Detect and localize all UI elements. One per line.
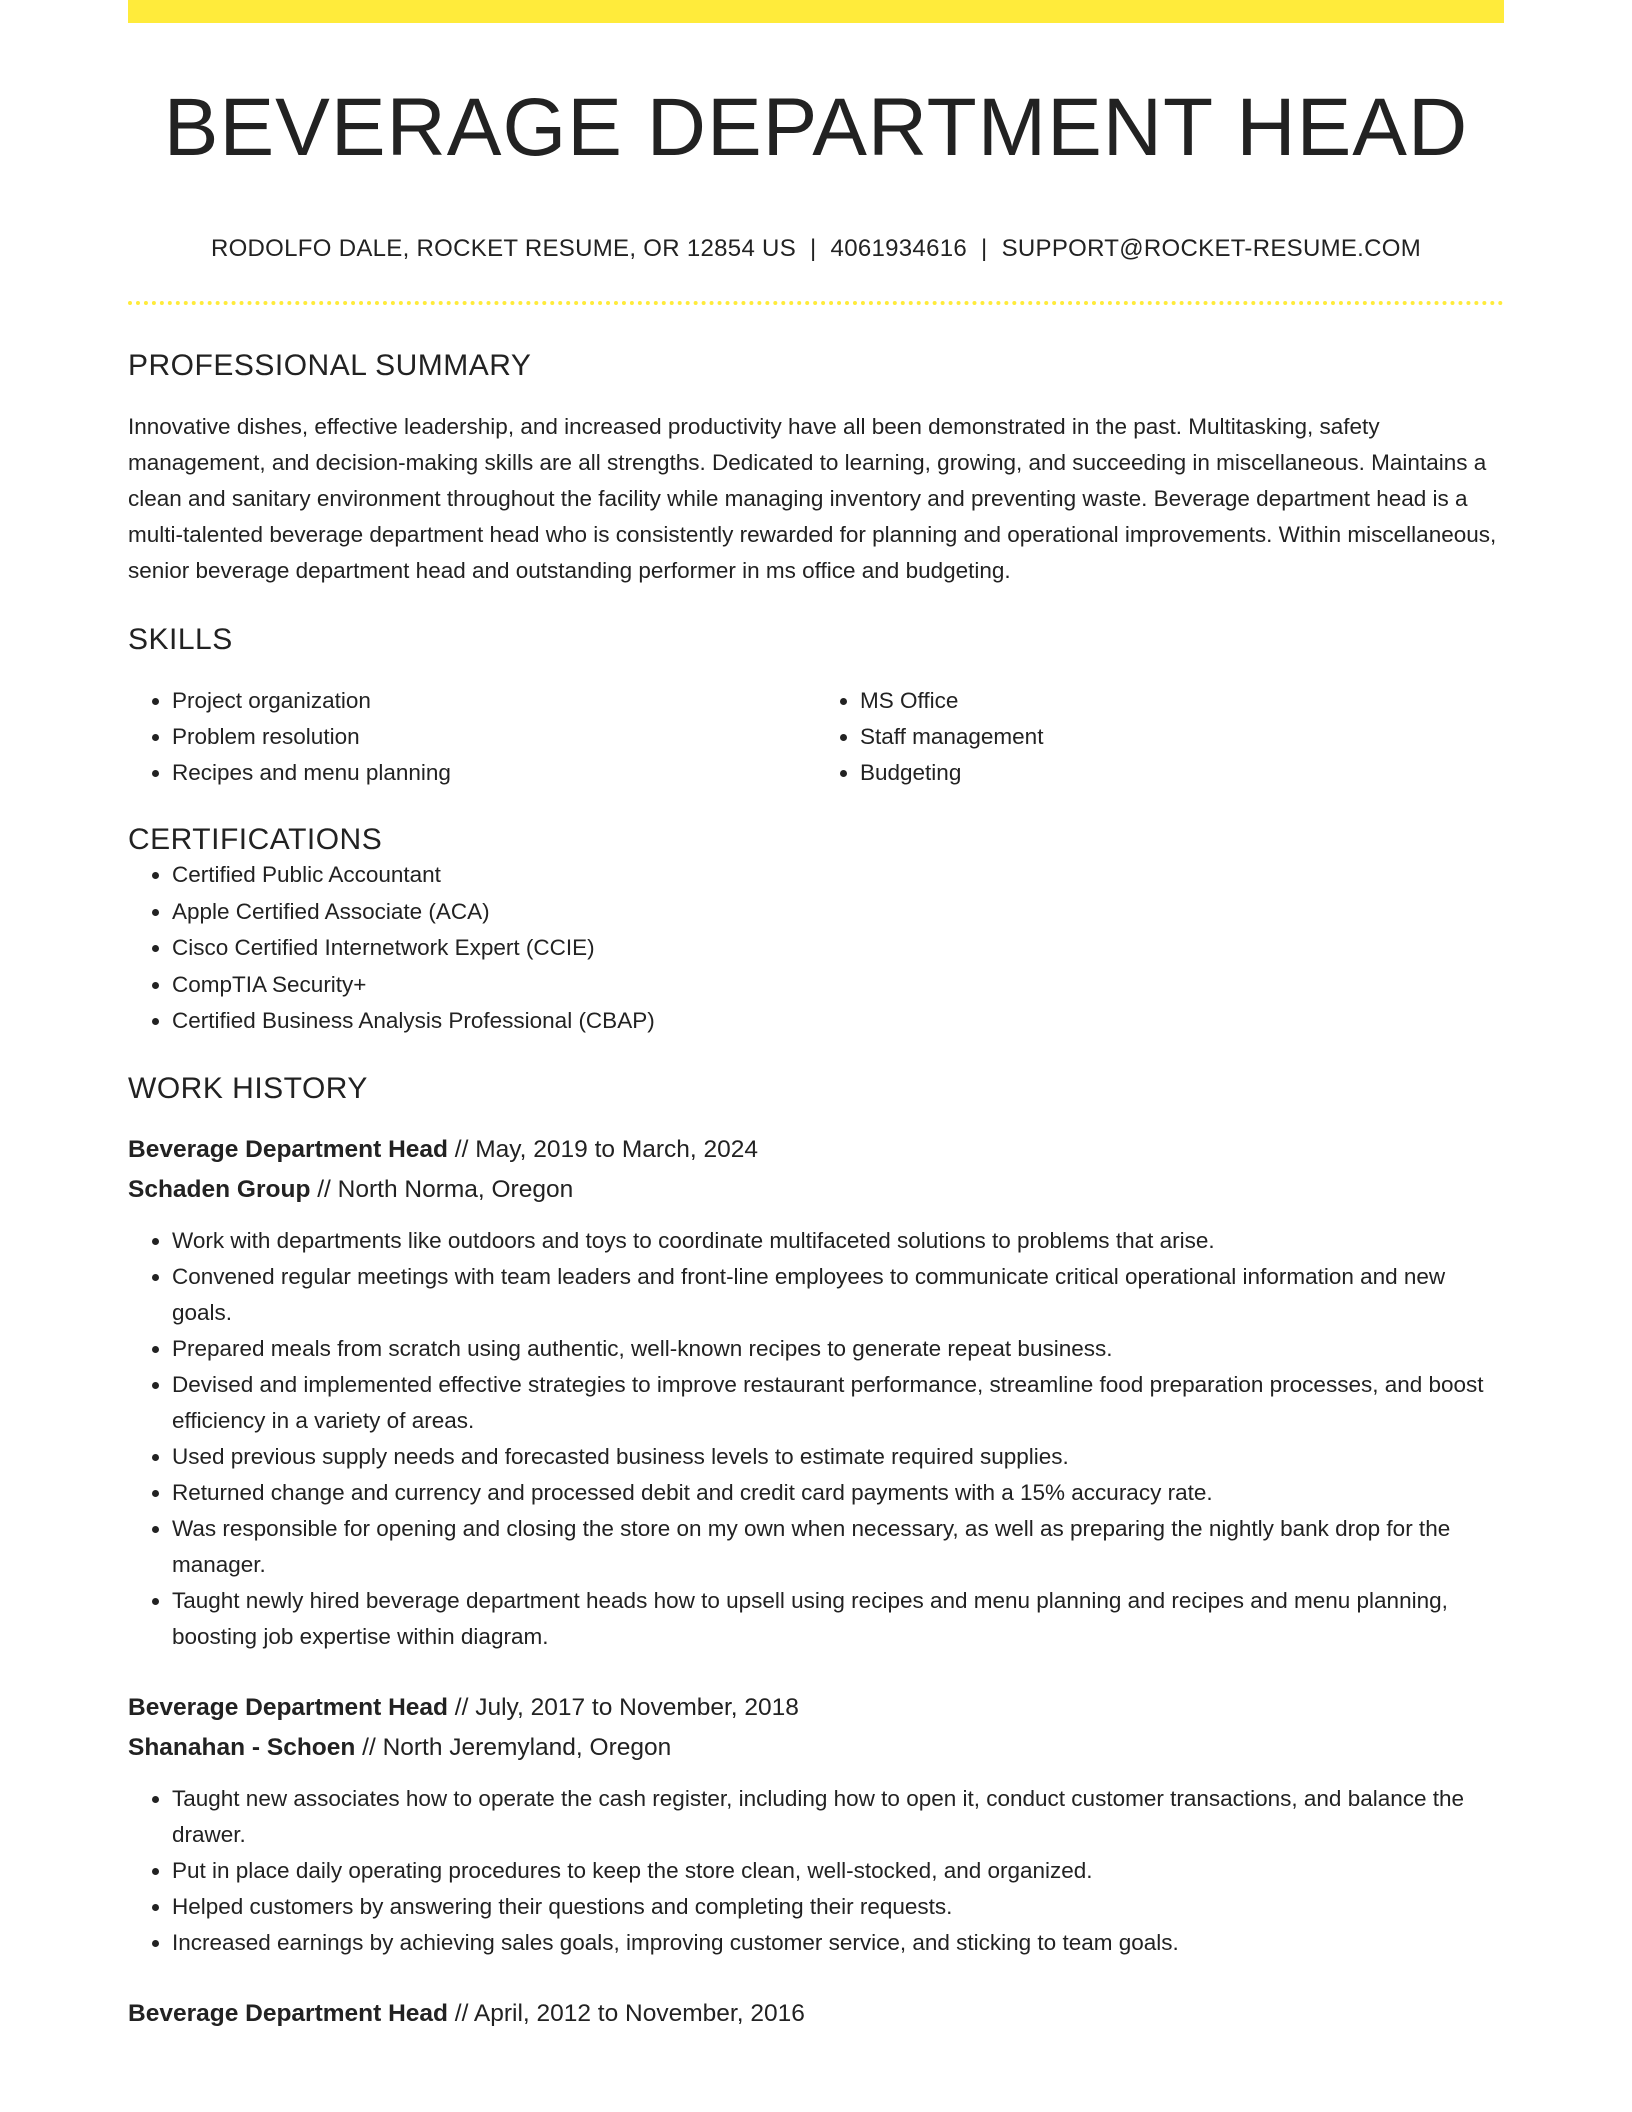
job-entry <box>128 1994 1504 2034</box>
work-history-heading: WORK HISTORY <box>128 1071 368 1105</box>
skills-column-right <box>816 683 1504 791</box>
contact-separator: | <box>981 235 988 263</box>
skill-item: • Problem resolution <box>172 719 816 755</box>
job-title-line <box>128 1688 1504 1728</box>
job-separator: // <box>310 1175 338 1203</box>
job-company-line <box>128 1728 1504 1768</box>
certification-item: • Certified Business Analysis Professional (CBAP) <box>172 1003 1504 1040</box>
skills-heading: SKILLS <box>128 623 233 657</box>
resume-page <box>128 0 1504 2034</box>
job-duty: • Helped customers by answering their questions and completing their requests. <box>172 1889 1504 1925</box>
job-title-line <box>128 1130 1504 1170</box>
certification-item: • Certified Public Accountant <box>172 857 1504 894</box>
skill-item: • Recipes and menu planning <box>172 755 816 791</box>
job-duty: • Increased earnings by achieving sales goals, improving customer service, and sticking to team goals. <box>172 1925 1504 1961</box>
skill-item: • Project organization <box>172 683 816 719</box>
contact-line <box>128 235 1504 263</box>
job-duty: • Prepared meals from scratch using authentic, well-known recipes to generate repeat business. <box>172 1331 1504 1367</box>
contact-address: RODOLFO DALE, ROCKET RESUME, OR 12854 US <box>210 235 796 263</box>
job-dates: July, 2017 to November, 2018 <box>475 1693 799 1721</box>
summary-text: Innovative dishes, effective leadership, and increased productivity have all been demonstrated in the past. Multitasking, safety management, and decision-making skills are all strengths. Dedicated to learning, growing, and succeeding in miscellaneous. Maintains a clean and sanitary environment throughout the facility while managing inventory and preventing waste. Beverage department head is a multi-talented beverage department head who is consistently rewarded for planning and operational improvements. Within miscellaneous, senior beverage department head and outstanding performer in ms office and budgeting. <box>128 414 1497 584</box>
certification-item: • Apple Certified Associate (ACA) <box>172 894 1504 931</box>
job-duty: • Work with departments like outdoors and toys to coordinate multifaceted solutions to problems that arise. <box>172 1223 1504 1259</box>
job-title: Beverage Department Head <box>128 1693 448 1721</box>
contact-phone: 4061934616 <box>830 235 968 263</box>
skill-item: • MS Office <box>860 683 1504 719</box>
job-dates: April, 2012 to November, 2016 <box>473 1999 805 2027</box>
job-duties-list <box>128 1781 1504 1961</box>
job-entry <box>128 1130 1504 1655</box>
job-duty: • Used previous supply needs and forecasted business levels to estimate required supplies. <box>172 1439 1504 1475</box>
job-duty: • Taught new associates how to operate the cash register, including how to open it, conduct customer transactions, and balance the drawer. <box>172 1781 1504 1853</box>
resume-title: BEVERAGE DEPARTMENT HEAD <box>163 82 1469 173</box>
skills-list <box>128 683 1504 791</box>
job-entry <box>128 1688 1504 1961</box>
job-title: Beverage Department Head <box>128 1999 448 2027</box>
job-company: Schaden Group <box>128 1175 311 1203</box>
certification-item: • Cisco Certified Internetwork Expert (CCIE) <box>172 930 1504 967</box>
job-separator: // <box>447 1693 476 1721</box>
accent-top-bar <box>128 0 1504 23</box>
job-duty: • Was responsible for opening and closing the store on my own when necessary, as well as preparing the nightly bank drop for the manager. <box>172 1511 1504 1583</box>
certifications-list <box>128 857 1504 1040</box>
job-company-line <box>128 1170 1504 1210</box>
dotted-divider <box>128 301 1504 305</box>
skills-column-left <box>128 683 816 791</box>
job-location: North Norma, Oregon <box>337 1175 574 1203</box>
job-separator: // <box>447 1135 476 1163</box>
job-dates: May, 2019 to March, 2024 <box>475 1135 759 1163</box>
job-company: Shanahan - Schoen <box>128 1733 356 1761</box>
job-duty: • Devised and implemented effective strategies to improve restaurant performance, streamline food preparation processes, and boost efficiency in a variety of areas. <box>172 1367 1504 1439</box>
job-duties-list <box>128 1223 1504 1655</box>
job-title: Beverage Department Head <box>128 1135 448 1163</box>
job-duty: • Put in place daily operating procedures to keep the store clean, well-stocked, and organized. <box>172 1853 1504 1889</box>
skill-item: • Staff management <box>860 719 1504 755</box>
certifications-heading: CERTIFICATIONS <box>128 823 383 857</box>
job-duty: • Taught newly hired beverage department heads how to upsell using recipes and menu planning and recipes and menu planning, boosting job expertise within diagram. <box>172 1583 1504 1655</box>
job-duty: • Returned change and currency and processed debit and credit card payments with a 15% accuracy rate. <box>172 1475 1504 1511</box>
contact-email: SUPPORT@ROCKET-RESUME.COM <box>1001 235 1422 263</box>
job-title-line <box>128 1994 1504 2034</box>
skill-item: • Budgeting <box>860 755 1504 791</box>
job-separator: // <box>355 1733 383 1761</box>
contact-separator: | <box>810 235 817 263</box>
job-duty: • Convened regular meetings with team leaders and front-line employees to communicate critical operational information and new goals. <box>172 1259 1504 1331</box>
job-location: North Jeremyland, Oregon <box>382 1733 672 1761</box>
certification-item: • CompTIA Security+ <box>172 967 1504 1004</box>
summary-heading: PROFESSIONAL SUMMARY <box>128 349 532 383</box>
job-separator: // <box>447 1999 474 2027</box>
